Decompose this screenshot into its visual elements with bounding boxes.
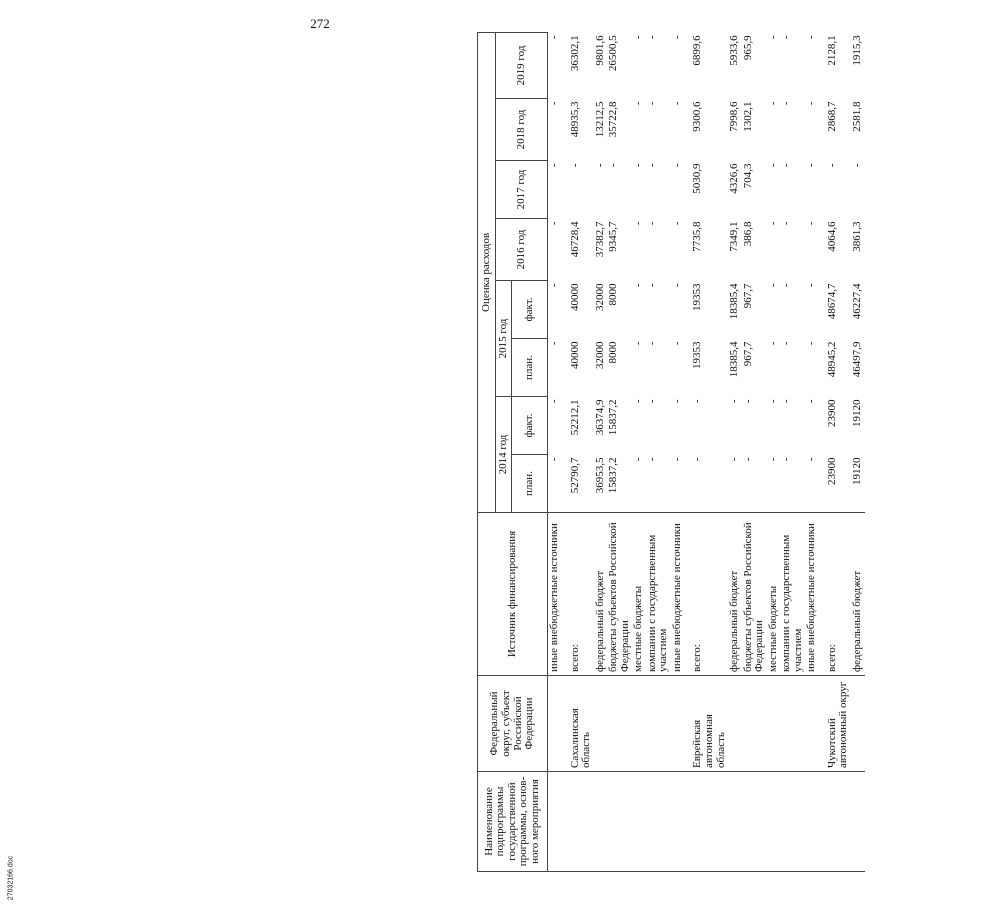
header-source: Источник финансирования xyxy=(478,513,548,676)
cell-v2017: - xyxy=(766,163,779,168)
header-estimate: Оценка расходов xyxy=(478,32,496,512)
cell-v2019: 5933,6 xyxy=(728,35,741,66)
cell-program xyxy=(851,772,865,872)
header-2015-plan: план. xyxy=(512,339,548,397)
cell-v2015f: - xyxy=(670,283,683,288)
cell-v2016: - xyxy=(670,221,683,226)
cell-program xyxy=(548,772,562,872)
cell-v2017: - xyxy=(805,163,818,168)
cell-v2016: 46728,4 xyxy=(568,221,581,258)
cell-v2014f: - xyxy=(805,399,818,404)
cell-v2015p: - xyxy=(670,341,683,346)
table-row xyxy=(646,32,671,871)
table-row xyxy=(684,32,728,871)
cell-program xyxy=(646,772,671,872)
cell-source: всего: xyxy=(819,513,851,676)
cell-source: федеральный бюджет xyxy=(851,513,865,676)
cell-v2014f: - xyxy=(670,399,683,404)
cell-v2014p: - xyxy=(691,457,704,462)
cell-source: всего: xyxy=(684,513,728,676)
cell-district xyxy=(780,676,805,772)
cell-v2016: - xyxy=(548,221,560,226)
cell-v2015f: - xyxy=(548,283,560,288)
cell-v2017: - xyxy=(632,163,645,168)
cell-district: Сахалинская область xyxy=(562,676,594,772)
cell-district xyxy=(671,676,685,772)
cell-program xyxy=(728,772,742,872)
cell-district xyxy=(728,676,742,772)
cell-v2017: - xyxy=(780,163,793,168)
cell-district xyxy=(548,676,562,772)
cell-v2014p: - xyxy=(780,457,793,462)
cell-v2016: 7735,8 xyxy=(691,221,704,252)
cell-v2015f: - xyxy=(632,283,645,288)
cell-v2015f: - xyxy=(645,283,658,288)
cell-v2015f: 967,7 xyxy=(741,283,754,309)
cell-source: всего: xyxy=(562,513,594,676)
cell-v2014p: - xyxy=(728,457,741,462)
cell-program xyxy=(780,772,805,872)
table-row xyxy=(819,32,851,871)
cell-v2019: 6899,6 xyxy=(691,35,704,66)
cell-v2018: 1302,1 xyxy=(741,101,754,132)
cell-v2016: 4064,6 xyxy=(825,221,838,252)
cell-v2015p: - xyxy=(645,341,658,346)
cell-v2019: - xyxy=(766,35,779,40)
cell-v2014p: - xyxy=(766,457,779,462)
cell-v2017: - xyxy=(825,163,838,168)
cell-program xyxy=(742,772,767,872)
cell-v2015p: - xyxy=(780,341,793,346)
cell-v2015f: 48674,7 xyxy=(825,283,838,320)
cell-source: федеральный бюджет xyxy=(728,513,742,676)
table-row xyxy=(767,32,781,871)
cell-v2014p: - xyxy=(805,457,818,462)
header-year-2019: 2019 год xyxy=(496,32,548,98)
header-district: Федеральный округ, субъект Российской Федерации xyxy=(478,676,548,772)
cell-v2014p: - xyxy=(670,457,683,462)
cell-v2015p: - xyxy=(805,341,818,346)
cell-v2016: - xyxy=(805,221,818,226)
cell-program xyxy=(767,772,781,872)
cell-v2018: 2581,8 xyxy=(851,101,864,132)
cell-v2014f: - xyxy=(645,399,658,404)
cell-district xyxy=(851,676,865,772)
cell-v2015f: 46227,4 xyxy=(851,283,864,320)
cell-source: компании с государственным участием xyxy=(646,513,671,676)
cell-v2016: 37382,7 xyxy=(593,221,606,258)
cell-v2015p: 48945,2 xyxy=(825,341,838,378)
table-row xyxy=(728,32,742,871)
cell-source: иные внебюджетные источники xyxy=(548,513,562,676)
cell-district xyxy=(767,676,781,772)
cell-v2014f: 15837,2 xyxy=(607,399,620,436)
cell-district: Чукотский автономный округ xyxy=(819,676,851,772)
cell-v2014f: - xyxy=(741,399,754,404)
cell-v2019: - xyxy=(780,35,793,40)
cell-v2016: - xyxy=(780,221,793,226)
cell-v2014f: - xyxy=(548,399,560,404)
cell-source: бюджеты субъектов Российской Федерации xyxy=(742,513,767,676)
cell-v2014f: - xyxy=(780,399,793,404)
cell-v2017: 5030,9 xyxy=(691,163,704,194)
financing-table-wrapper xyxy=(477,33,1006,872)
cell-source: иные внебюджетные источники xyxy=(805,513,819,676)
cell-v2017: 4326,6 xyxy=(728,163,741,194)
cell-v2015p: 967,7 xyxy=(741,341,754,367)
cell-v2015p: 19353 xyxy=(691,341,704,369)
cell-program xyxy=(594,772,608,872)
cell-v2019: - xyxy=(670,35,683,40)
cell-program xyxy=(671,772,685,872)
cell-program xyxy=(684,772,728,872)
table-row xyxy=(780,32,805,871)
cell-program xyxy=(805,772,819,872)
cell-v2017: - xyxy=(593,163,606,168)
cell-v2019: 1915,3 xyxy=(851,35,864,66)
cell-v2019: 2128,1 xyxy=(825,35,838,66)
cell-v2018: - xyxy=(632,101,645,106)
cell-district xyxy=(594,676,608,772)
financing-table xyxy=(477,32,865,872)
cell-v2015f: 19353 xyxy=(691,283,704,311)
cell-v2017: - xyxy=(645,163,658,168)
table-row xyxy=(548,32,562,871)
cell-v2015f: 8000 xyxy=(607,283,620,306)
cell-v2017: - xyxy=(607,163,620,168)
cell-v2014p: 36953,5 xyxy=(593,457,606,494)
table-row xyxy=(594,32,608,871)
cell-district xyxy=(632,676,646,772)
cell-v2016: - xyxy=(632,221,645,226)
cell-source: иные внебюджетные источники xyxy=(671,513,685,676)
cell-v2015p: 18385,4 xyxy=(728,341,741,378)
cell-v2015p: 40000 xyxy=(568,341,581,369)
cell-program xyxy=(632,772,646,872)
cell-v2015p: 46497,9 xyxy=(851,341,864,378)
cell-source: местные бюджеты xyxy=(632,513,646,676)
table-row xyxy=(671,32,685,871)
rotated-table-area xyxy=(58,33,864,872)
cell-district xyxy=(607,676,632,772)
cell-v2019: 965,9 xyxy=(741,35,754,61)
table-row xyxy=(562,32,594,871)
header-year-2016: 2016 год xyxy=(496,219,548,281)
cell-v2014p: - xyxy=(645,457,658,462)
cell-v2017: - xyxy=(548,163,560,168)
table-row xyxy=(851,32,865,871)
cell-program xyxy=(562,772,594,872)
cell-v2016: - xyxy=(766,221,779,226)
cell-v2019: 9801,6 xyxy=(593,35,606,66)
cell-v2015f: - xyxy=(780,283,793,288)
cell-v2014f: 52212,1 xyxy=(568,399,581,436)
cell-v2015p: - xyxy=(632,341,645,346)
cell-v2018: 2868,7 xyxy=(825,101,838,132)
cell-v2018: - xyxy=(766,101,779,106)
cell-v2014f: - xyxy=(766,399,779,404)
cell-v2019: 36302,1 xyxy=(568,35,581,72)
cell-v2014p: 23900 xyxy=(825,457,838,485)
table-row xyxy=(607,32,632,871)
table-row xyxy=(742,32,767,871)
cell-v2014p: 19120 xyxy=(851,457,864,485)
cell-v2014f: 23900 xyxy=(825,399,838,427)
cell-v2014p: - xyxy=(548,457,560,462)
cell-v2017: - xyxy=(568,163,581,168)
cell-district: Еврейская автономная область xyxy=(684,676,728,772)
cell-district xyxy=(742,676,767,772)
header-2015-fact: факт. xyxy=(512,281,548,339)
page-number: 272 xyxy=(310,16,330,31)
cell-v2014f: 19120 xyxy=(851,399,864,427)
cell-v2018: - xyxy=(805,101,818,106)
header-year-2014: 2014 год xyxy=(496,397,512,513)
cell-v2016: 9345,7 xyxy=(607,221,620,252)
cell-source: компании с государственным участием xyxy=(780,513,805,676)
cell-v2014f: - xyxy=(728,399,741,404)
cell-v2016: 7349,1 xyxy=(728,221,741,252)
header-2014-plan: план. xyxy=(512,455,548,513)
header-year-2018: 2018 год xyxy=(496,99,548,161)
cell-district xyxy=(646,676,671,772)
header-program: Наименование подпрограммы государственной программы, основ-ного мероприятия xyxy=(478,772,548,872)
footer-text: 27032166.doc xyxy=(7,855,14,901)
cell-v2019: - xyxy=(632,35,645,40)
cell-v2015p: - xyxy=(766,341,779,346)
cell-v2019: 26500,5 xyxy=(607,35,620,72)
table-header xyxy=(478,32,548,871)
cell-v2015p: 8000 xyxy=(607,341,620,364)
cell-v2019: - xyxy=(645,35,658,40)
cell-source: бюджеты субъектов Российской Федерации xyxy=(607,513,632,676)
cell-v2014p: 15837,2 xyxy=(607,457,620,494)
cell-v2017: 704,3 xyxy=(741,163,754,189)
cell-v2017: - xyxy=(670,163,683,168)
footer-filename xyxy=(6,855,15,901)
cell-v2015p: - xyxy=(548,341,560,346)
cell-v2018: - xyxy=(780,101,793,106)
cell-v2018: - xyxy=(645,101,658,106)
cell-v2016: 3861,3 xyxy=(851,221,864,252)
cell-v2014f: 36374,9 xyxy=(593,399,606,436)
table-row xyxy=(632,32,646,871)
cell-v2014f: - xyxy=(691,399,704,404)
cell-v2018: 13212,5 xyxy=(593,101,606,138)
cell-v2018: 9300,6 xyxy=(691,101,704,132)
cell-source: местные бюджеты xyxy=(767,513,781,676)
cell-v2016: 386,8 xyxy=(741,221,754,247)
cell-v2019: - xyxy=(548,35,560,40)
cell-v2015f: - xyxy=(805,283,818,288)
cell-program xyxy=(607,772,632,872)
cell-v2015f: 40000 xyxy=(568,283,581,311)
cell-v2018: - xyxy=(548,101,560,106)
cell-v2018: 48935,3 xyxy=(568,101,581,138)
header-year-2015: 2015 год xyxy=(496,281,512,397)
cell-source: федеральный бюджет xyxy=(594,513,608,676)
header-year-2017: 2017 год xyxy=(496,161,548,219)
cell-program xyxy=(819,772,851,872)
cell-v2015f: - xyxy=(766,283,779,288)
table-row xyxy=(805,32,819,871)
cell-v2018: - xyxy=(670,101,683,106)
cell-v2014f: - xyxy=(632,399,645,404)
cell-v2017: - xyxy=(851,163,864,168)
cell-v2014p: 52790,7 xyxy=(568,457,581,494)
cell-v2015f: 32000 xyxy=(593,283,606,311)
header-2014-fact: факт. xyxy=(512,397,548,455)
table-body xyxy=(548,32,865,871)
cell-v2018: 7998,6 xyxy=(728,101,741,132)
cell-v2014p: - xyxy=(632,457,645,462)
cell-district xyxy=(805,676,819,772)
cell-v2019: - xyxy=(805,35,818,40)
cell-v2016: - xyxy=(645,221,658,226)
cell-v2015p: 32000 xyxy=(593,341,606,369)
cell-v2014p: - xyxy=(741,457,754,462)
cell-v2018: 35722,8 xyxy=(607,101,620,138)
cell-v2015f: 18385,4 xyxy=(728,283,741,320)
